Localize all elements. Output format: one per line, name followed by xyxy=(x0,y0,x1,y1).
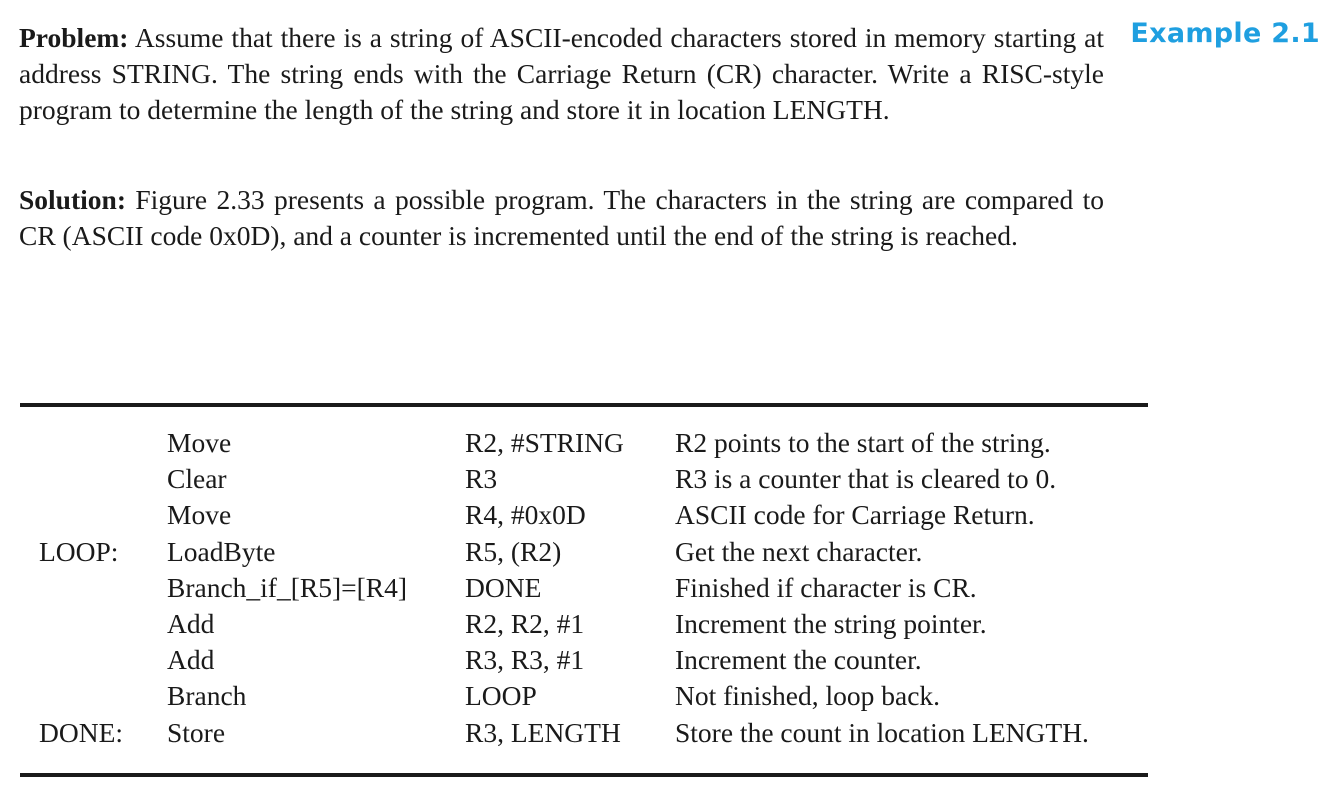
code-label: DONE: xyxy=(39,716,124,748)
code-operands: DONE xyxy=(465,571,542,603)
code-operands: R3, LENGTH xyxy=(465,716,621,748)
code-operands: R3, R3, #1 xyxy=(465,644,585,676)
code-comment: R3 is a counter that is cleared to 0. xyxy=(675,463,1057,495)
code-comment: Not finished, loop back. xyxy=(675,680,941,712)
code-comment: Increment the counter. xyxy=(675,644,922,676)
code-line xyxy=(0,570,1342,606)
code-comment: ASCII code for Carriage Return. xyxy=(675,499,1035,531)
code-comment: R2 points to the start of the string. xyxy=(675,427,1051,458)
code-instruction: Clear xyxy=(167,463,227,495)
code-line xyxy=(0,715,1342,751)
code-comment: Finished if character is CR. xyxy=(675,571,977,603)
solution-text: Figure 2.33 presents a possible program. The characters in the string are compared to CR (ASCII code 0x0D), and a counter is incremented until the end of the string is reached. xyxy=(19,184,1105,251)
code-line xyxy=(0,534,1342,570)
solution-paragraph xyxy=(19,182,1104,254)
code-instruction: LoadByte xyxy=(167,535,276,567)
code-operands: LOOP xyxy=(465,680,537,712)
listing-top-rule xyxy=(20,403,1148,407)
code-instruction: Store xyxy=(167,716,226,748)
code-instruction: Add xyxy=(167,607,215,639)
problem-paragraph xyxy=(19,20,1104,128)
code-operands: R5, (R2) xyxy=(465,535,562,567)
code-instruction: Move xyxy=(167,499,232,531)
code-operands: R3 xyxy=(465,463,498,495)
code-instruction: Move xyxy=(167,427,232,458)
code-label: LOOP: xyxy=(39,535,119,567)
program-listing xyxy=(0,425,1342,751)
problem-heading: Problem: xyxy=(19,22,129,53)
code-line xyxy=(0,497,1342,533)
code-operands: R2, R2, #1 xyxy=(465,607,585,639)
code-line xyxy=(0,606,1342,642)
code-line xyxy=(0,461,1342,497)
code-instruction: Branch xyxy=(167,680,247,712)
code-operands: R2, #STRING xyxy=(465,427,624,458)
code-line xyxy=(0,425,1342,461)
code-comment: Store the count in location LENGTH. xyxy=(675,716,1089,748)
listing-bottom-rule xyxy=(20,773,1148,777)
example-label: Example 2.1 xyxy=(1130,18,1320,49)
code-instruction: Branch_if_[R5]=[R4] xyxy=(167,571,408,603)
code-instruction: Add xyxy=(167,644,215,676)
code-comment: Increment the string pointer. xyxy=(675,607,987,639)
problem-text: Assume that there is a string of ASCII-encoded characters stored in memory starting at address STRING. The string ends with the Carriage Return (CR) character. Write a RISC-style program to determine the length of the string and store it in location LENGTH. xyxy=(19,22,1105,125)
solution-heading: Solution: xyxy=(19,184,126,215)
code-line xyxy=(0,678,1342,714)
code-line xyxy=(0,642,1342,678)
code-comment: Get the next character. xyxy=(675,535,923,567)
code-operands: R4, #0x0D xyxy=(465,499,586,531)
